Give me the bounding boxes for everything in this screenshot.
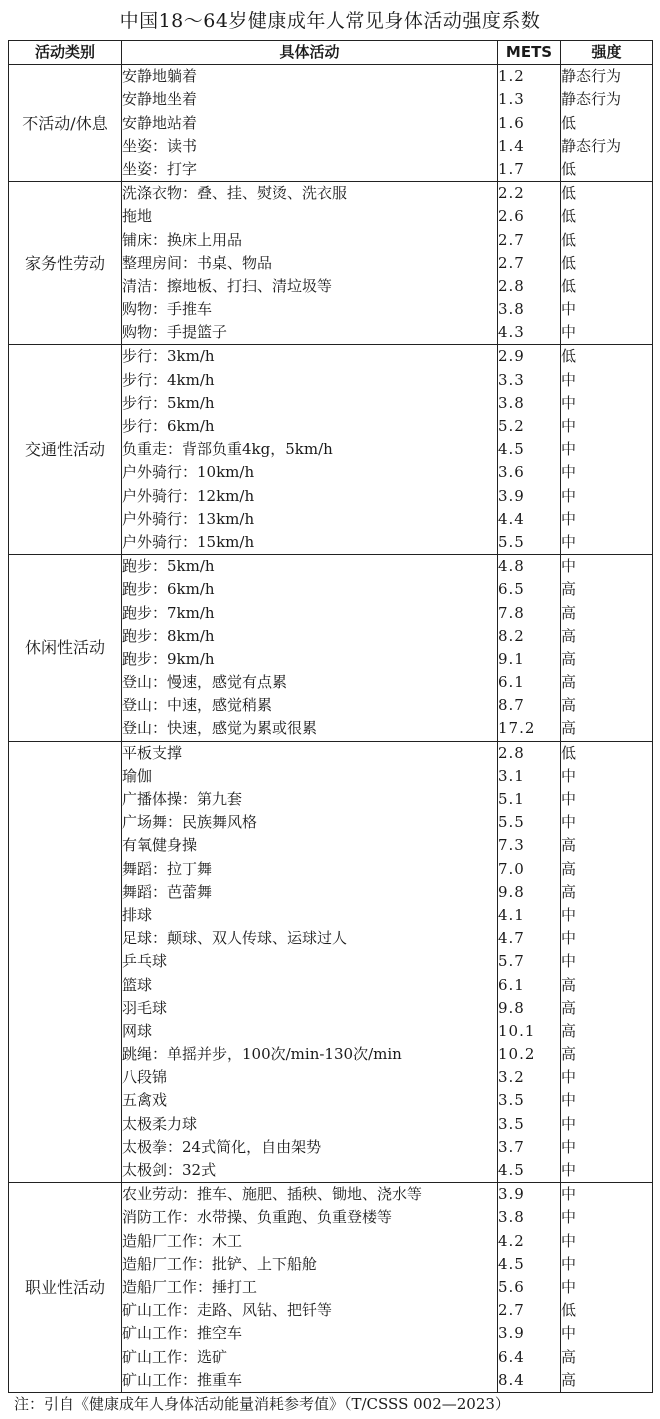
intensity-value: 低: [561, 113, 577, 132]
activity-item: 瑜伽: [122, 766, 153, 785]
activity-item: 洗涤衣物：叠、挂、熨烫、洗衣服: [122, 184, 348, 203]
activity-item: 造船厂工作：捶打工: [122, 1277, 258, 1296]
mets-value: 6.1: [498, 975, 525, 994]
activity-item: 负重走：背部负重4kg，5km/h: [122, 440, 333, 459]
activity-item: 登山：慢速，感觉有点累: [122, 673, 288, 692]
activity-item: 坐姿：打字: [122, 159, 198, 178]
header-mets: METS: [498, 41, 561, 65]
mets-value: 4.5: [498, 1161, 525, 1180]
header-category: 活动类别: [9, 41, 122, 65]
mets-value: 2.6: [498, 207, 525, 226]
activity-item: 矿山工作：推空车: [122, 1324, 243, 1343]
intensity-value: 低: [561, 276, 577, 295]
intensity-value: 低: [561, 230, 577, 249]
category-cell: 家务性劳动: [9, 182, 122, 345]
activity-item: 户外骑行：12km/h: [122, 486, 255, 505]
activity-item: 购物：手提篮子: [122, 323, 228, 342]
intensity-value: 高: [561, 649, 577, 668]
activity-item: 安静地站着: [122, 113, 198, 132]
intensity-value: 中: [561, 1185, 577, 1204]
intensity-value: 高: [561, 696, 577, 715]
mets-value: 1.6: [498, 113, 525, 132]
activity-item: 太极拳：24式简化，自由架势: [122, 1137, 322, 1156]
intensity-value: 中: [561, 1068, 577, 1087]
intensity-value: 中: [561, 1161, 577, 1180]
activity-item: 广场舞：民族舞风格: [122, 813, 258, 832]
mets-value: 2.8: [498, 276, 525, 295]
table-row: [9, 1183, 653, 1393]
activity-cell: [122, 65, 498, 182]
activity-item: 步行：5km/h: [122, 393, 215, 412]
mets-value: 9.8: [498, 882, 525, 901]
intensity-value: 中: [561, 370, 577, 389]
table-body: [9, 65, 653, 1393]
activity-item: 排球: [122, 905, 153, 924]
mets-value: 3.1: [498, 766, 525, 785]
mets-value: 6.5: [498, 580, 525, 599]
activity-item: 跳绳：单摇并步，100次/min-130次/min: [122, 1045, 402, 1064]
mets-value: 5.7: [498, 952, 525, 971]
intensity-value: 高: [561, 1370, 577, 1389]
mets-value: 3.5: [498, 1091, 525, 1110]
intensity-value: 高: [561, 1347, 577, 1366]
mets-cell: [498, 182, 561, 345]
mets-value: 3.2: [498, 1068, 525, 1087]
header-intensity: 强度: [561, 41, 653, 65]
category-cell: 不活动/休息: [9, 65, 122, 182]
intensity-cell: [561, 65, 653, 182]
intensity-cell: [561, 182, 653, 345]
activity-item: 太极柔力球: [122, 1114, 198, 1133]
mets-value: 1.3: [498, 90, 525, 109]
activity-item: 篮球: [122, 975, 153, 994]
mets-value: 4.3: [498, 323, 525, 342]
intensity-value: 高: [561, 626, 577, 645]
intensity-value: 高: [561, 1021, 577, 1040]
intensity-value: 中: [561, 1231, 577, 1250]
activity-item: 造船厂工作：木工: [122, 1231, 243, 1250]
mets-value: 17.2: [498, 719, 536, 738]
mets-value: 4.2: [498, 1231, 525, 1250]
mets-value: 3.5: [498, 1114, 525, 1133]
mets-value: 10.2: [498, 1045, 536, 1064]
mets-value: 3.7: [498, 1137, 525, 1156]
mets-value: 7.3: [498, 836, 525, 855]
mets-cell: [498, 555, 561, 742]
activity-item: 五禽戏: [122, 1091, 168, 1110]
activity-item: 跑步：9km/h: [122, 649, 215, 668]
activity-item: 跑步：8km/h: [122, 626, 215, 645]
mets-table: [8, 40, 653, 1393]
intensity-value: 高: [561, 580, 577, 599]
mets-value: 6.4: [498, 1347, 525, 1366]
category-cell: 休闲性活动: [9, 555, 122, 742]
category-cell: [9, 741, 122, 1183]
activity-item: 购物：手推车: [122, 300, 213, 319]
intensity-value: 中: [561, 1254, 577, 1273]
activity-item: 步行：6km/h: [122, 417, 215, 436]
header-activity: 具体活动: [122, 41, 498, 65]
intensity-value: 中: [561, 393, 577, 412]
table-row: [9, 741, 653, 1183]
mets-value: 1.7: [498, 159, 525, 178]
activity-item: 平板支撑: [122, 743, 183, 762]
mets-value: 3.8: [498, 393, 525, 412]
activity-item: 有氧健身操: [122, 836, 198, 855]
intensity-value: 高: [561, 998, 577, 1017]
activity-item: 矿山工作：推重车: [122, 1370, 243, 1389]
intensity-value: 高: [561, 719, 577, 738]
activity-item: 户外骑行：10km/h: [122, 463, 255, 482]
activity-item: 羽毛球: [122, 998, 168, 1017]
intensity-value: 中: [561, 486, 577, 505]
intensity-value: 低: [561, 253, 577, 272]
source-note: 注：引自《健康成年人身体活动能量消耗参考值》（T/CSSS 002—2023）: [14, 1395, 510, 1413]
intensity-value: 中: [561, 417, 577, 436]
intensity-value: 中: [561, 1114, 577, 1133]
activity-cell: [122, 555, 498, 742]
activity-item: 跑步：5km/h: [122, 557, 215, 576]
activity-item: 消防工作：水带操、负重跑、负重登楼等: [122, 1208, 393, 1227]
intensity-value: 中: [561, 1324, 577, 1343]
intensity-value: 低: [561, 743, 577, 762]
intensity-value: 静态行为: [561, 90, 622, 109]
intensity-value: 中: [561, 929, 577, 948]
activity-item: 登山：中速，感觉稍累: [122, 696, 273, 715]
mets-value: 3.3: [498, 370, 525, 389]
mets-value: 5.5: [498, 813, 525, 832]
mets-value: 2.7: [498, 253, 525, 272]
activity-item: 拖地: [122, 207, 153, 226]
intensity-cell: [561, 345, 653, 555]
intensity-value: 中: [561, 1137, 577, 1156]
table-row: [9, 555, 653, 742]
table-row: [9, 182, 653, 345]
header-row: [9, 41, 653, 65]
intensity-value: 中: [561, 509, 577, 528]
activity-item: 安静地躺着: [122, 67, 198, 86]
mets-value: 5.5: [498, 532, 525, 551]
intensity-value: 高: [561, 603, 577, 622]
mets-value: 10.1: [498, 1021, 536, 1040]
mets-value: 3.8: [498, 1208, 525, 1227]
mets-value: 5.6: [498, 1277, 525, 1296]
intensity-value: 静态行为: [561, 67, 622, 86]
activity-item: 跑步：7km/h: [122, 603, 215, 622]
intensity-value: 高: [561, 975, 577, 994]
intensity-cell: [561, 741, 653, 1183]
intensity-value: 高: [561, 859, 577, 878]
mets-value: 4.5: [498, 440, 525, 459]
intensity-value: 静态行为: [561, 136, 622, 155]
intensity-value: 中: [561, 440, 577, 459]
mets-value: 2.8: [498, 743, 525, 762]
activity-item: 步行：3km/h: [122, 347, 215, 366]
intensity-value: 低: [561, 184, 577, 203]
activity-item: 户外骑行：15km/h: [122, 532, 255, 551]
intensity-value: 中: [561, 323, 577, 342]
mets-value: 4.5: [498, 1254, 525, 1273]
mets-value: 1.2: [498, 67, 525, 86]
intensity-value: 低: [561, 1301, 577, 1320]
activity-item: 八段锦: [122, 1068, 168, 1087]
intensity-value: 低: [561, 347, 577, 366]
intensity-value: 中: [561, 300, 577, 319]
mets-value: 8.7: [498, 696, 525, 715]
activity-item: 造船厂工作：批铲、上下船舱: [122, 1254, 318, 1273]
activity-item: 安静地坐着: [122, 90, 198, 109]
table-row: [9, 65, 653, 182]
mets-value: 4.4: [498, 509, 525, 528]
category-cell: 职业性活动: [9, 1183, 122, 1393]
mets-cell: [498, 741, 561, 1183]
mets-cell: [498, 345, 561, 555]
activity-cell: [122, 741, 498, 1183]
activity-item: 足球：颠球、双人传球、运球过人: [122, 929, 348, 948]
mets-value: 5.2: [498, 417, 525, 436]
intensity-value: 中: [561, 905, 577, 924]
activity-item: 网球: [122, 1021, 153, 1040]
intensity-value: 中: [561, 463, 577, 482]
intensity-value: 中: [561, 790, 577, 809]
table-row: [9, 345, 653, 555]
activity-item: 步行：4km/h: [122, 370, 215, 389]
activity-item: 农业劳动：推车、施肥、插秧、锄地、浇水等: [122, 1185, 423, 1204]
activity-cell: [122, 345, 498, 555]
activity-item: 广播体操：第九套: [122, 790, 243, 809]
mets-value: 2.2: [498, 184, 525, 203]
activity-item: 矿山工作：走路、风钻、把钎等: [122, 1301, 333, 1320]
activity-item: 户外骑行：13km/h: [122, 509, 255, 528]
intensity-value: 中: [561, 532, 577, 551]
mets-value: 2.7: [498, 230, 525, 249]
activity-item: 太极剑：32式: [122, 1161, 217, 1180]
intensity-cell: [561, 555, 653, 742]
activity-item: 登山：快速，感觉为累或很累: [122, 719, 318, 738]
activity-cell: [122, 182, 498, 345]
activity-item: 铺床：换床上用品: [122, 230, 243, 249]
mets-value: 4.8: [498, 557, 525, 576]
mets-value: 4.7: [498, 929, 525, 948]
activity-item: 坐姿：读书: [122, 136, 198, 155]
intensity-value: 中: [561, 952, 577, 971]
mets-value: 5.1: [498, 790, 525, 809]
intensity-value: 高: [561, 1045, 577, 1064]
activity-item: 矿山工作：选矿: [122, 1347, 228, 1366]
mets-value: 3.6: [498, 463, 525, 482]
intensity-cell: [561, 1183, 653, 1393]
activity-cell: [122, 1183, 498, 1393]
mets-value: 2.9: [498, 347, 525, 366]
activity-item: 跑步：6km/h: [122, 580, 215, 599]
mets-cell: [498, 65, 561, 182]
category-cell: 交通性活动: [9, 345, 122, 555]
mets-value: 3.9: [498, 1185, 525, 1204]
activity-item: 清洁：擦地板、打扫、清垃圾等: [122, 276, 333, 295]
mets-value: 8.2: [498, 626, 525, 645]
mets-value: 7.8: [498, 603, 525, 622]
intensity-value: 低: [561, 207, 577, 226]
activity-item: 舞蹈：拉丁舞: [122, 859, 213, 878]
mets-value: 3.9: [498, 486, 525, 505]
mets-cell: [498, 1183, 561, 1393]
mets-value: 1.4: [498, 136, 525, 155]
activity-item: 乒乓球: [122, 952, 168, 971]
activity-item: 整理房间：书桌、物品: [122, 253, 273, 272]
mets-value: 2.7: [498, 1301, 525, 1320]
intensity-value: 中: [561, 766, 577, 785]
mets-value: 9.1: [498, 649, 525, 668]
intensity-value: 低: [561, 159, 577, 178]
intensity-value: 中: [561, 1091, 577, 1110]
intensity-value: 中: [561, 1208, 577, 1227]
mets-value: 3.9: [498, 1324, 525, 1343]
intensity-value: 中: [561, 557, 577, 576]
intensity-value: 高: [561, 836, 577, 855]
mets-value: 7.0: [498, 859, 525, 878]
mets-value: 6.1: [498, 673, 525, 692]
mets-value: 4.1: [498, 905, 525, 924]
intensity-value: 中: [561, 1277, 577, 1296]
mets-value: 8.4: [498, 1370, 525, 1389]
activity-item: 舞蹈：芭蕾舞: [122, 882, 213, 901]
intensity-value: 中: [561, 813, 577, 832]
mets-value: 3.8: [498, 300, 525, 319]
intensity-value: 高: [561, 673, 577, 692]
intensity-value: 高: [561, 882, 577, 901]
table-title: 中国18～64岁健康成年人常见身体活动强度系数: [119, 10, 541, 32]
mets-value: 9.8: [498, 998, 525, 1017]
